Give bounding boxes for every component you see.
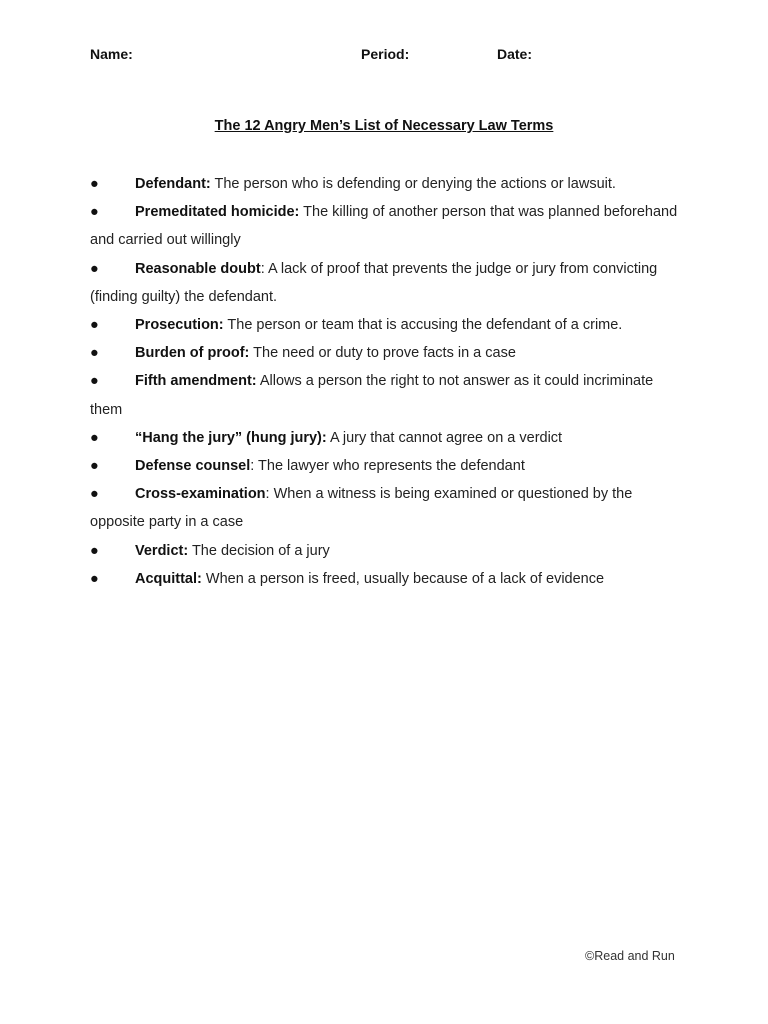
copyright-footer: ©Read and Run — [585, 949, 675, 963]
term-name: Verdict: — [135, 542, 189, 559]
document-title: The 12 Angry Men’s List of Necessary Law Terms — [214, 118, 554, 134]
term-name: Premeditated homicide: — [135, 204, 300, 221]
term-definition: The killing of another person that was planned beforehand and carried out willingly — [90, 204, 678, 249]
list-item — [90, 198, 680, 254]
list-item — [90, 537, 680, 565]
list-item — [90, 565, 680, 593]
bullet-icon: ● — [90, 204, 99, 221]
list-item — [90, 170, 680, 198]
term-name: Prosecution: — [135, 317, 224, 334]
period-label: Period: — [361, 46, 410, 62]
date-label: Date: — [497, 46, 533, 62]
law-terms-list — [90, 170, 680, 593]
bullet-icon: ● — [90, 486, 99, 503]
list-item — [90, 255, 680, 311]
bullet-icon: ● — [90, 570, 99, 587]
term-definition: The need or duty to prove facts in a case — [249, 345, 516, 362]
term-name: Cross-examination — [135, 486, 266, 503]
bullet-icon: ● — [90, 542, 99, 559]
list-item — [90, 339, 680, 367]
list-item — [90, 480, 680, 536]
term-definition: The person or team that is accusing the defendant of a crime. — [223, 317, 623, 334]
term-definition: Allows a person the right to not answer as it could incriminate them — [90, 373, 654, 418]
bullet-icon: ● — [90, 345, 99, 362]
term-name: “Hang the jury” (hung jury): — [135, 429, 327, 446]
term-name: Fifth amendment: — [135, 373, 257, 390]
term-name: Acquittal: — [135, 570, 202, 587]
term-definition: : A lack of proof that prevents the judge or jury from convicting (finding guilty) the defendant. — [90, 260, 658, 305]
term-name: Defendant: — [135, 176, 211, 192]
list-item — [90, 452, 680, 480]
term-definition: : When a witness is being examined or questioned by the opposite party in a case — [90, 486, 633, 531]
list-item — [90, 311, 680, 339]
name-label: Name: — [90, 46, 133, 62]
term-definition: When a person is freed, usually because of a lack of evidence — [201, 570, 605, 587]
bullet-icon: ● — [90, 373, 99, 390]
bullet-icon: ● — [90, 260, 99, 277]
term-definition: The person who is defending or denying the actions or lawsuit. — [210, 176, 616, 192]
list-item — [90, 367, 680, 423]
bullet-icon: ● — [90, 429, 99, 446]
term-definition: : The lawyer who represents the defendant — [250, 458, 525, 475]
term-definition: A jury that cannot agree on a verdict — [326, 429, 563, 446]
bullet-icon: ● — [90, 458, 99, 475]
term-name: Burden of proof: — [135, 345, 250, 362]
term-definition: The decision of a jury — [188, 542, 330, 559]
term-name: Reasonable doubt — [135, 260, 261, 277]
bullet-icon: ● — [90, 317, 99, 334]
term-name: Defense counsel — [135, 458, 251, 475]
list-item — [90, 424, 680, 452]
bullet-icon: ● — [90, 176, 99, 192]
